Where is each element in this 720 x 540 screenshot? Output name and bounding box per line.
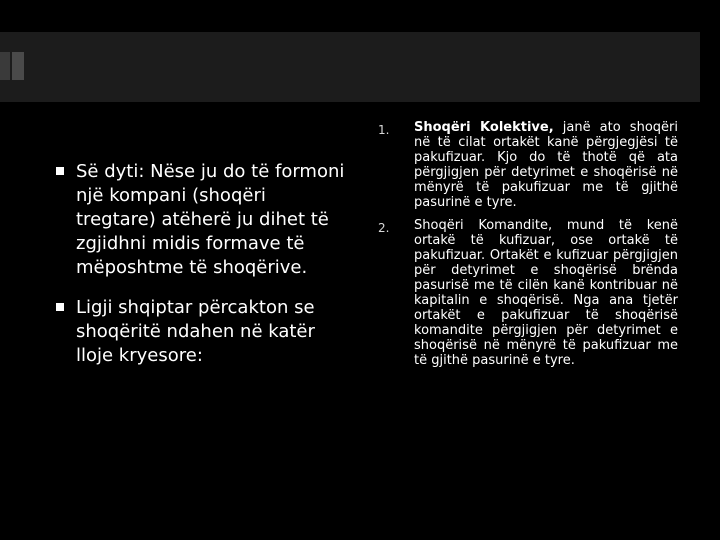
item-number: 2.: [378, 221, 390, 235]
bullet-list: [56, 160, 346, 384]
bullet-text: Ligji shqiptar përcakton se shoqëritë ndahen në katër lloje kryesore:: [76, 297, 315, 366]
decorative-bar: [0, 52, 10, 80]
numbered-item: [378, 120, 678, 210]
item-text: [414, 218, 678, 368]
item-body: Shoqëri Komandite, mund të kenë ortakë të kufizuar, ose ortakë të pakufizuar. Ortakët e kufizuar përgjigjen për detyrimet e shoqërisë brënda pasurisë me të cilën kanë kontribuar në kapitalin e shoqërisë. Nga ana tjetër ortakët e pakufizuar të shoqërisë komandite përgjigjen për detyrimet e shoqërisë në mënyrë të pakufizuar me të gjithë pasurinë e tyre.: [414, 218, 678, 368]
bullet-text: Së dyti: Nëse ju do të formoni një kompani (shoqëri tregtare) atëherë ju dihet të zgjidhni midis formave të mëposhtme të shoqërive.: [76, 161, 345, 278]
title-band: [0, 32, 700, 102]
numbered-item: [378, 218, 678, 368]
numbered-list: [378, 120, 678, 376]
bullet-item: [56, 296, 346, 368]
square-bullet-icon: [56, 167, 64, 175]
square-bullet-icon: [56, 303, 64, 311]
bullet-item: [56, 160, 346, 280]
item-body: janë ato shoqëri në të cilat ortakët kanë përgjegjësi të pakufizuar. Kjo do të thotë që ata përgjigjen për detyrimet e shoqërisë në mënyrë të pakufizuar me të gjithë pasurinë e tyre.: [414, 120, 678, 210]
item-lead: Shoqëri Kolektive,: [414, 120, 554, 135]
decorative-bar: [12, 52, 24, 80]
item-text: [414, 120, 678, 210]
item-number: 1.: [378, 123, 390, 137]
